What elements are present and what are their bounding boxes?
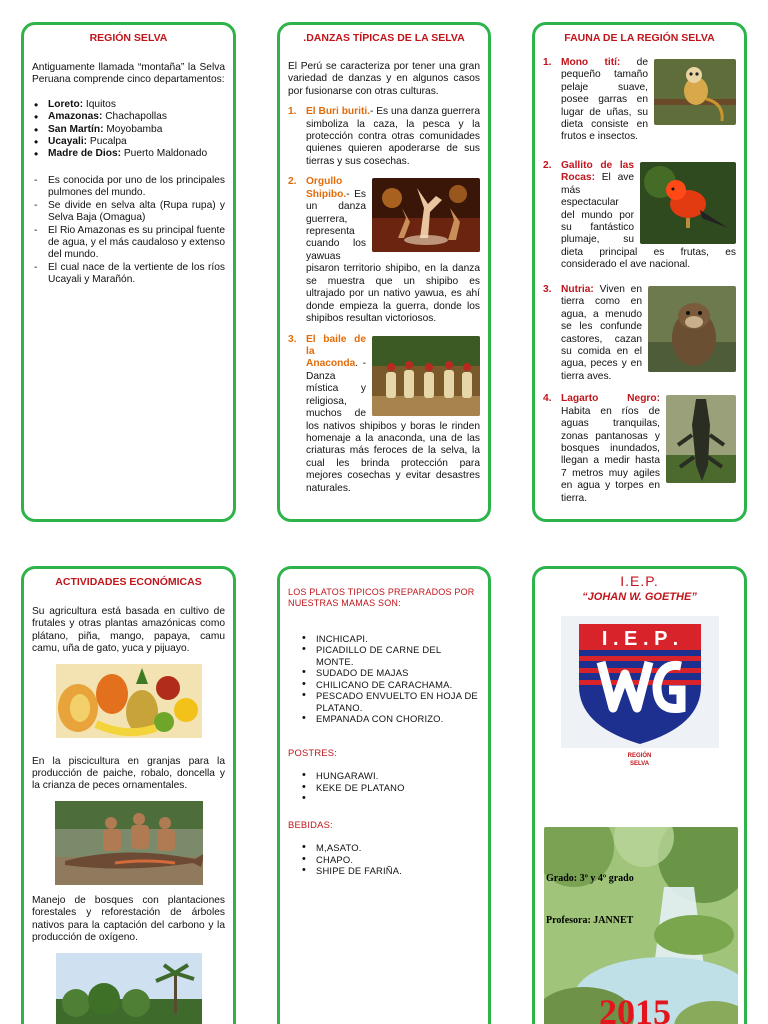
animal-item: 2. Gallito de las Rocas: El ave más espectacular del mundo por su fantástico plumaje, su dieta principal es frutas, es considerado el ave nacional. [543,159,736,271]
dishes-list [288,633,480,725]
svg-text:I . E . P .: I . E . P . [601,628,678,651]
cover-image [544,827,738,1024]
dance-photo [372,178,480,252]
logo-caption-region: REGIÓN [627,752,652,759]
fish-photo [55,801,203,885]
list-item: • PESCADO ENVUELTO EN HOJA DE PLATANO. [288,690,480,713]
list-item: • INCHICAPI. [288,633,480,644]
panel-danzas [277,22,491,522]
teacher-line: Profesora: JANNET [546,915,634,926]
list-item: • SUDADO DE MAJAS [288,667,480,678]
list-item: • Amazonas: Chachapollas [32,111,225,123]
fruits-photo [56,664,202,738]
year-label: 2015 [599,992,671,1024]
panel-platos [277,566,491,1024]
list-item: • CHILICANO DE CARACHAMA. [288,679,480,690]
dance-item: 1. El Buri buriti.- Es una danza guerrera simboliza la caza, la pesca y la protección contra otras comunidades quienes quieren apoderarse de sus tierras y sus cosechas. [288,106,480,167]
list-item: • San Martín: Moyobamba [32,124,225,136]
list-item: • SHIPE DE FARIÑA. [288,865,480,876]
agriculture-paragraph: Su agricultura está basada en cultivo de frutales y otras plantas amazónicas como plátano, piña, mango, papaya, camu camu, uña de gato, yuca y pijuayo. [32,605,225,655]
list-item: - El Rio Amazonas es su principal fuente de agua, y el más caudaloso y extenso del mundo. [32,225,225,262]
desserts-label: POSTRES: [288,746,338,758]
panel-region-selva [21,22,236,522]
panel-cover [532,566,747,1024]
school-name: “JOHAN W. GOETHE” [582,591,697,604]
list-item: • KEKE DE PLATANO [288,782,480,793]
list-item: - Es conocida por uno de los principales pulmones del mundo. [32,175,225,200]
list-item: • PICADILLO DE CARNE DEL MONTE. [288,644,480,667]
list-item: • Loreto: Iquitos [32,99,225,111]
dance-item: 2. Orgullo Shipibo.- Es un danza guerrera, representa cuando los yawuas pisaron territorio shipibo, en la danza se muestra que un shipibo es ultrajado por un nativo yawua, es ahí donde empieza la guerra, donde los shipibos resultan victoriosos. [288,176,480,325]
list-item: - El cual nace de la vertiente de los ríos Ucayali y Marañón. [32,262,225,287]
list-item: • Ucayali: Pucalpa [32,136,225,148]
animal-item: 3. Nutria: Viven en tierra como en agua, a menudo se les confunde castores, cazan su comida en el agua, peces y en tierra aves. [543,284,736,384]
intro-paragraph: El Perú se caracteriza por tener una gran variedad de danzas y en algunos casos por fusionarse con otras culturas. [288,60,480,97]
alligator-photo [666,395,736,483]
list-item: • EMPANADA CON CHORIZO. [288,713,480,724]
desserts-list [288,770,480,804]
drinks-label: BEBIDAS: [288,818,333,830]
animal-item: 1. Mono tití: de pequeño tamaño pelaje suave, posee garras en lugar de uñas, su dieta consiste en frutos e insectos. [543,57,736,144]
fishfarming-paragraph: En la piscicultura en granjas para la producción de paiche, robalo, doncella y la crianza de peces ornamentales. [32,755,225,792]
list-item: • M,ASATO. [288,842,480,853]
dance-photo [372,336,480,416]
panel-title: FAUNA DE LA REGIÓN SELVA [564,32,715,44]
school-logo-shield [561,616,719,748]
intro-paragraph: Antiguamente llamada “montaña” la Selva Peruana comprende cinco departamentos: [32,61,225,86]
monkey-photo [654,59,736,125]
otter-photo [648,286,736,372]
dance-item: 3. El baile de la Anaconda. - Danza mística y religiosa, muchos de los nativos shipibos y boras le rinden homenaje a la anaconda, una de las criaturas más feroces de la selva, la cual les brinda protección para mejores cosechas y evitar desastres naturales. [288,333,480,494]
list-item: • CHAPO. [288,854,480,865]
departments-list [32,99,225,161]
panel-title: REGIÓN SELVA [89,32,168,44]
grade-line: Grado: 3º y 4º grado [546,873,634,884]
forest-photo [56,953,202,1024]
forestry-paragraph: Manejo de bosques con plantaciones forestales y reforestación de árboles nativos para la captación del carbono y la producción de oxígeno. [32,894,225,944]
dishes-heading: LOS PLATOS TIPICOS PREPARADOS POR NUESTRAS MAMAS SON: [288,587,475,608]
facts-list [32,175,225,287]
panel-actividades [21,566,236,1024]
list-item: • HUNGARAWI. [288,770,480,781]
drinks-list [288,842,480,876]
animal-item: 4. Lagarto Negro: Habita en ríos de aguas tranquilas, zonas pantanosas y bosques inundados, llegan a medir hasta 7 metros muy agiles en agua y torpes en tierra. [543,393,736,505]
panel-title: ACTIVIDADES ECONÓMICAS [55,576,202,588]
iep-heading: I.E.P. [620,573,659,589]
panel-fauna [532,22,747,522]
list-item: • Madre de Dios: Puerto Maldonado [32,148,225,160]
school-logo [561,616,719,768]
panel-title: .DANZAS TÍPICAS DE LA SELVA [303,32,465,44]
list-item [288,793,480,804]
list-item: - Se divide en selva alta (Rupa rupa) y Selva Baja (Omagua) [32,200,225,225]
logo-caption-selva: SELVA [629,760,650,767]
bird-photo [640,162,736,244]
